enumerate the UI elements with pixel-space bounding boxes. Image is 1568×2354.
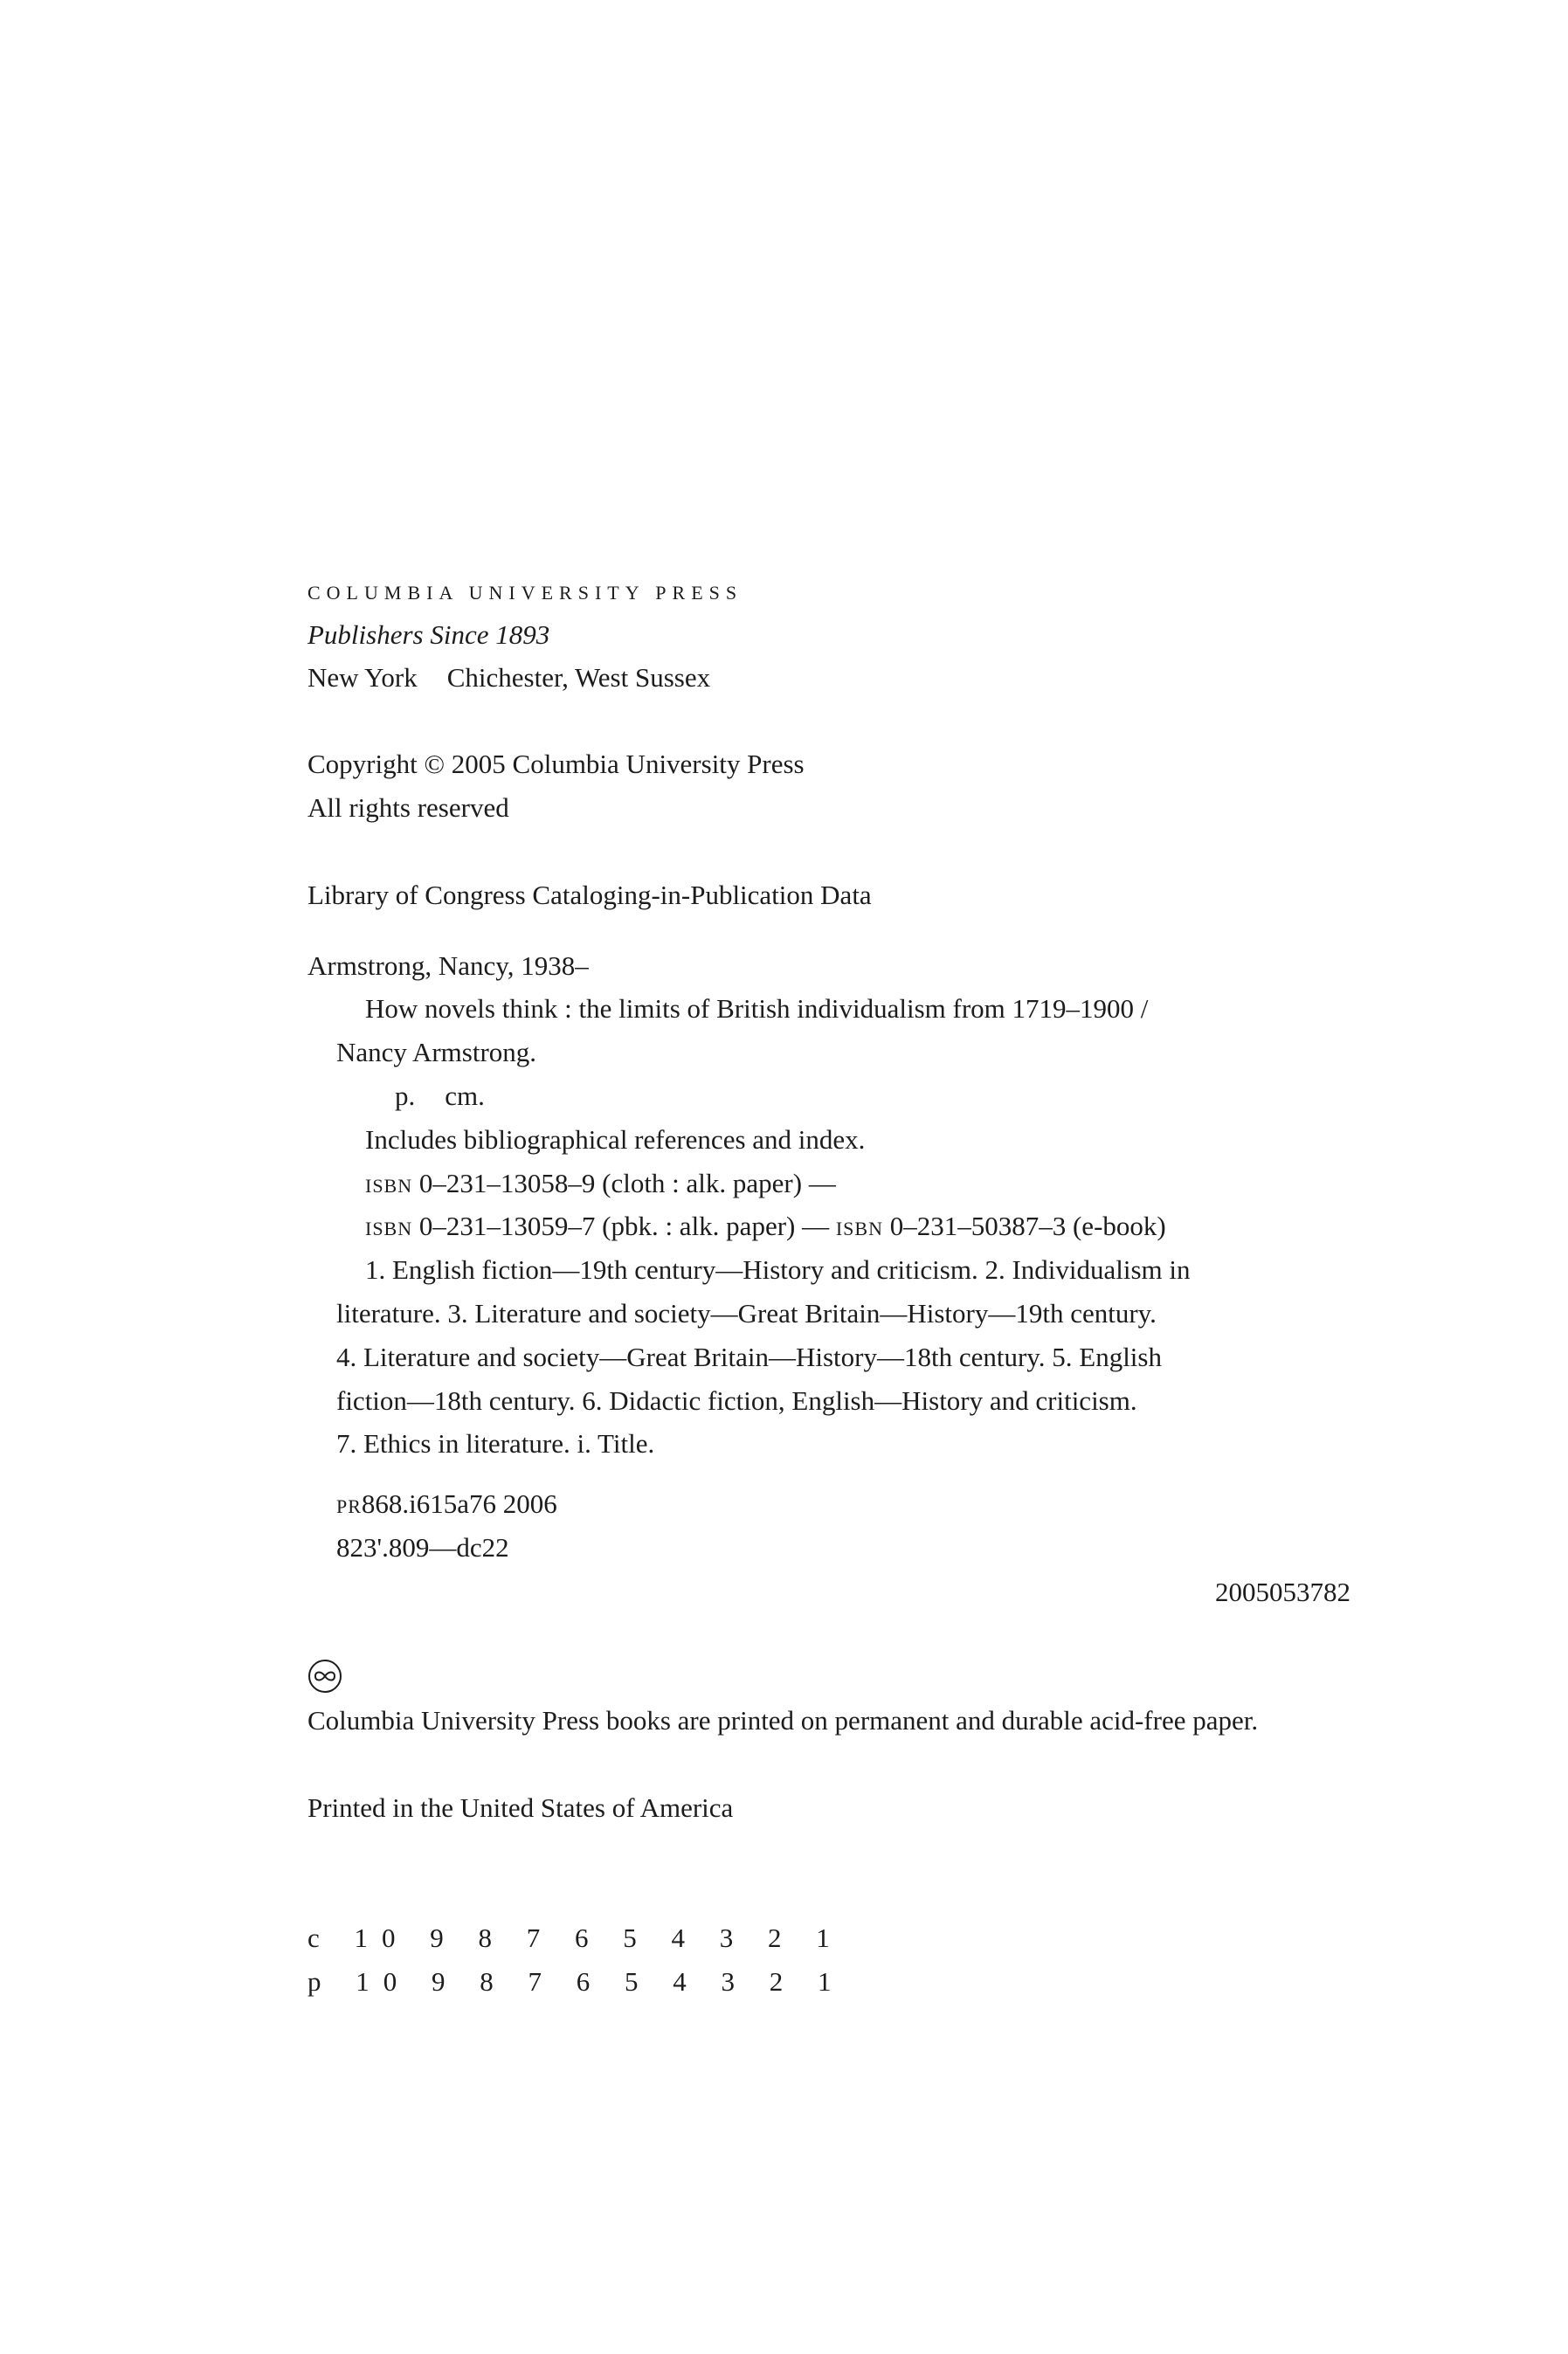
isbn-label: ISBN	[835, 1218, 883, 1239]
lc-class-number: 868.i615a76 2006	[361, 1488, 557, 1519]
cip-physical-p: p.	[395, 1080, 416, 1111]
cip-dewey: 823'.809—dc22	[336, 1532, 509, 1563]
city-new-york: New York	[307, 662, 418, 693]
isbn-ebook: 0–231–50387–3 (e-book)	[889, 1211, 1166, 1241]
lc-class-prefix: PR	[336, 1495, 362, 1517]
isbn-label: ISBN	[365, 1175, 413, 1197]
infinity-circle-icon	[307, 1659, 342, 1694]
isbn-label: ISBN	[365, 1218, 413, 1239]
city-chichester: Chichester, West Sussex	[446, 662, 711, 693]
cip-isbn-line-2	[365, 1209, 1166, 1246]
cip-lccn: 2005053782	[1215, 1577, 1350, 1607]
press-name: COLUMBIA UNIVERSITY PRESS	[307, 582, 743, 604]
press-tagline: Publishers Since 1893	[307, 619, 550, 650]
cip-physical-cm: cm.	[445, 1080, 485, 1111]
rights-statement: All rights reserved	[307, 792, 509, 823]
isbn-paperback: 0–231–13059–7 (pbk. : alk. paper) —	[418, 1211, 830, 1241]
cip-isbn-line-1	[365, 1166, 836, 1204]
cip-title-line-2: Nancy Armstrong.	[336, 1037, 537, 1067]
cip-notes: Includes bibliographical references and index.	[365, 1124, 866, 1155]
press-locations	[307, 660, 710, 695]
isbn-cloth: 0–231–13058–9 (cloth : alk. paper) —	[418, 1168, 836, 1198]
cip-lc-class	[336, 1487, 557, 1524]
copyright-notice: Copyright © 2005 Columbia University Press	[307, 749, 805, 779]
paper-statement: Columbia University Press books are printed on permanent and durable acid-free paper.	[307, 1705, 1259, 1736]
printed-in: Printed in the United States of America	[307, 1792, 734, 1823]
cip-subject-line: 4. Literature and society—Great Britain—History—18th century. 5. English	[336, 1342, 1162, 1372]
cip-heading: Library of Congress Cataloging-in-Publication Data	[307, 880, 872, 910]
cip-subject-line: literature. 3. Literature and society—Great Britain—History—19th century.	[336, 1298, 1157, 1329]
cip-physical-description	[395, 1079, 485, 1114]
cip-subject-line: fiction—18th century. 6. Didactic fiction, English—History and criticism.	[336, 1385, 1137, 1416]
printing-line-paper: p 10 9 8 7 6 5 4 3 2 1	[307, 1966, 846, 1997]
cip-subject-line: 7. Ethics in literature. i. Title.	[336, 1428, 655, 1459]
cip-subject-line: 1. English fiction—19th century—History and criticism. 2. Individualism in	[365, 1254, 1191, 1285]
cip-author: Armstrong, Nancy, 1938–	[307, 950, 589, 981]
cip-title-line-1: How novels think : the limits of British individualism from 1719–1900 /	[365, 993, 1149, 1024]
printing-line-cloth: c 10 9 8 7 6 5 4 3 2 1	[307, 1923, 844, 1953]
